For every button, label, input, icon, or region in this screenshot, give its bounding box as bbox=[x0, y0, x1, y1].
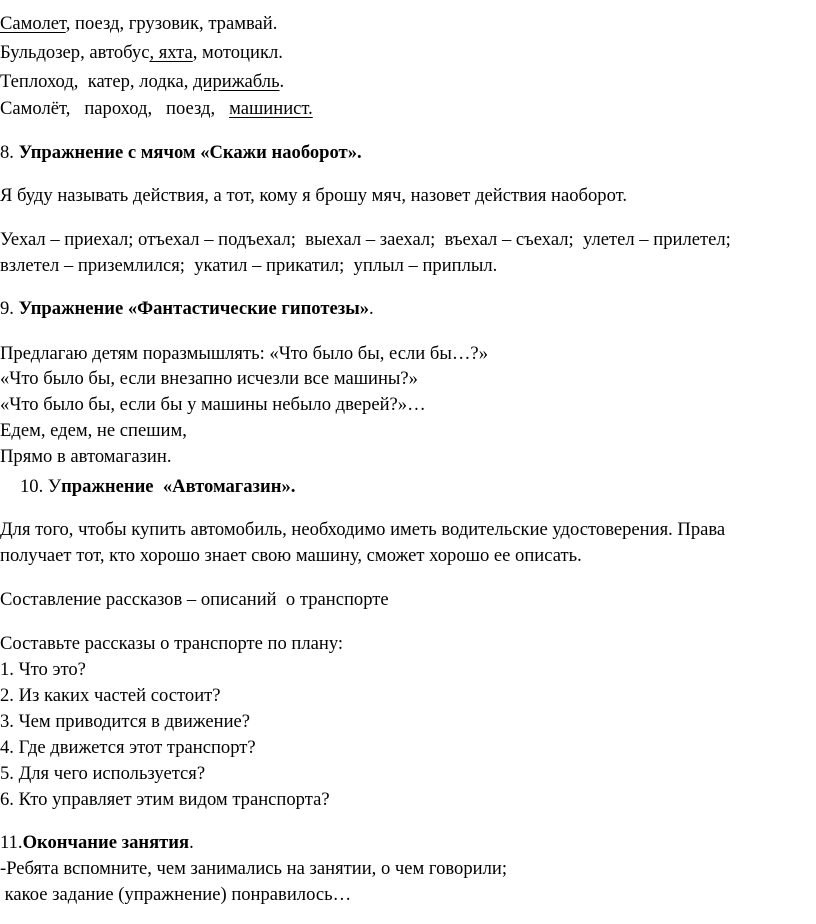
exercise-8-pairs-line-2: взлетел – приземлился; укатил – прикатил; уплыл – приплыл. bbox=[0, 255, 498, 276]
exercise-11-line-2: какое задание (упражнение) понравилось… bbox=[0, 884, 352, 905]
stories-heading: Составление рассказов – описаний о транспорте bbox=[0, 589, 389, 610]
plan-item: 2. Из каких частей состоит? bbox=[0, 685, 221, 706]
exercise-9-title: Упражнение «Фантастические гипотезы» bbox=[18, 298, 370, 319]
riddle-line-4: Самолёт, пароход, поезд, машинист. bbox=[0, 98, 313, 119]
exercise-8-pairs-line-1: Уехал – приехал; отъехал – подъехал; выехал – заехал; въехал – съехал; улетел – прилетел; bbox=[0, 229, 731, 250]
plan-item: 4. Где движется этот транспорт? bbox=[0, 737, 256, 758]
exercise-11-heading: 11.Окончание занятия. bbox=[0, 832, 194, 853]
exercise-10-title: пражнение «Автомагазин». bbox=[61, 476, 296, 497]
exercise-11-title: Окончание занятия bbox=[22, 832, 190, 853]
riddle-answer: , яхта bbox=[149, 42, 193, 63]
exercise-8-title: Упражнение с мячом «Скажи наоборот». bbox=[18, 142, 362, 163]
exercise-8-heading: 8. Упражнение с мячом «Скажи наоборот». bbox=[0, 142, 362, 163]
plan-item: 5. Для чего используется? bbox=[0, 763, 206, 784]
exercise-11-line-1: -Ребята вспомните, чем занимались на занятии, о чем говорили; bbox=[0, 858, 507, 879]
exercise-8-intro: Я буду называть действия, а тот, кому я брошу мяч, назовет действия наоборот. bbox=[0, 185, 628, 206]
plan-item: 6. Кто управляет этим видом транспорта? bbox=[0, 789, 330, 810]
exercise-10-heading: 10. Упражнение «Автомагазин». bbox=[20, 476, 296, 497]
riddle-answer: машинист. bbox=[229, 98, 313, 119]
poem-line-2: Прямо в автомагазин. bbox=[0, 446, 172, 467]
exercise-9-line-2: «Что было бы, если внезапно исчезли все машины?» bbox=[0, 368, 418, 389]
exercise-10-para-line-2: получает тот, кто хорошо знает свою машину, сможет хорошо ее описать. bbox=[0, 545, 582, 566]
plan-item: 1. Что это? bbox=[0, 659, 86, 680]
plan-item: 3. Чем приводится в движение? bbox=[0, 711, 251, 732]
riddle-line-2: Бульдозер, автобус, яхта, мотоцикл. bbox=[0, 42, 283, 63]
riddle-line-3: Теплоход, катер, лодка, дирижабль. bbox=[0, 71, 285, 92]
riddle-line-1: Самолет, поезд, грузовик, трамвай. bbox=[0, 13, 278, 34]
riddle-answer: Самолет bbox=[0, 13, 66, 34]
riddle-answer: дирижабль bbox=[193, 71, 280, 92]
exercise-9-line-3: «Что было бы, если бы у машины небыло дверей?»… bbox=[0, 394, 426, 415]
plan-intro: Составьте рассказы о транспорте по плану: bbox=[0, 633, 344, 654]
exercise-9-line-1: Предлагаю детям поразмышлять: «Что было бы, если бы…?» bbox=[0, 343, 488, 364]
exercise-9-heading: 9. Упражнение «Фантастические гипотезы». bbox=[0, 298, 374, 319]
exercise-10-para-line-1: Для того, чтобы купить автомобиль, необходимо иметь водительские удостоверения. Права bbox=[0, 519, 726, 540]
poem-line-1: Едем, едем, не спешим, bbox=[0, 420, 187, 441]
